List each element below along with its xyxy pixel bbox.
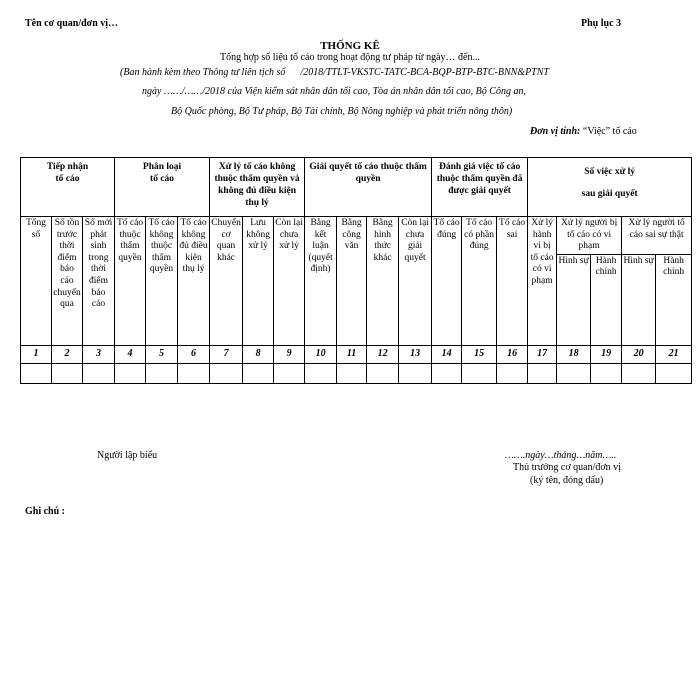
col-number: 17 xyxy=(528,345,557,363)
data-cell[interactable] xyxy=(367,363,399,383)
col-not-eligible: Tố cáo không đủ điều kiện thụ lý xyxy=(178,217,210,346)
data-cell[interactable] xyxy=(305,363,337,383)
issued-by-line-2: ngày ……/……/2018 của Viện kiểm sát nhân dân tối cao, Tòa án nhân dân tối cao, Bộ Công an, xyxy=(142,86,526,97)
group-classify: Phân loại tố cáo xyxy=(115,158,210,217)
table-row xyxy=(21,363,692,383)
group-resolve-in-scope: Giải quyết tố cáo thuộc thẩm quyền xyxy=(305,158,432,217)
col-criminal-1: Hình sự xyxy=(557,254,591,345)
col-number: 9 xyxy=(274,345,305,363)
col-total: Tổng số xyxy=(21,217,52,346)
group-post-resolution: Số việc xử lý sau giải quyết xyxy=(528,158,692,217)
col-by-other-form: Bằng hình thức khác xyxy=(367,217,399,346)
col-administrative-1: Hành chính xyxy=(591,254,622,345)
data-cell[interactable] xyxy=(557,363,591,383)
statistics-table xyxy=(20,157,692,384)
col-number: 21 xyxy=(656,345,692,363)
data-cell[interactable] xyxy=(146,363,178,383)
col-number: 14 xyxy=(432,345,462,363)
col-by-conclusion: Bằng kết luận (quyết định) xyxy=(305,217,337,346)
unit-label: Đơn vị tính: xyxy=(530,126,581,137)
data-cell[interactable] xyxy=(243,363,274,383)
col-handle-violation-act: Xử lý hành vi bị tố cáo có vi phạm xyxy=(528,217,557,346)
page-subtitle: Tổng hợp số liệu tố cáo trong hoạt động tư pháp từ ngày… đến... xyxy=(220,52,480,63)
data-cell[interactable] xyxy=(399,363,432,383)
col-carried-over: Số tồn trước thời điểm báo cáo chuyển qua xyxy=(52,217,83,346)
col-number: 15 xyxy=(462,345,497,363)
data-cell[interactable] xyxy=(528,363,557,383)
group-receive: Tiếp nhận tố cáo xyxy=(21,158,115,217)
col-not-in-scope: Tố cáo không thuộc thẩm quyền xyxy=(146,217,178,346)
appendix-label: Phụ lục 3 xyxy=(581,18,622,29)
unit-of-measure xyxy=(530,125,637,139)
col-filed-no-action: Lưu không xử lý xyxy=(243,217,274,346)
col-pending-handling: Còn lại chưa xử lý xyxy=(274,217,305,346)
col-number: 13 xyxy=(399,345,432,363)
col-handle-violator: Xử lý người bị tố cáo có vi phạm xyxy=(557,217,622,255)
col-number: 10 xyxy=(305,345,337,363)
data-cell[interactable] xyxy=(21,363,52,383)
col-number: 1 xyxy=(21,345,52,363)
col-number: 11 xyxy=(337,345,367,363)
col-new-arising: Số mới phát sinh trong thời điểm báo cáo xyxy=(83,217,115,346)
col-number: 12 xyxy=(367,345,399,363)
col-number: 20 xyxy=(622,345,656,363)
group-handle-out-of-scope: Xử lý tố cáo không thuộc thẩm quyền và không đủ điều kiện thụ lý xyxy=(210,158,305,217)
col-number: 16 xyxy=(497,345,528,363)
col-number: 2 xyxy=(52,345,83,363)
col-number: 19 xyxy=(591,345,622,363)
data-cell[interactable] xyxy=(83,363,115,383)
group-assess-resolved: Đánh giá việc tố cáo thuộc thẩm quyền đã được giải quyết xyxy=(432,158,528,217)
col-handle-false-accuser: Xử lý người tố cáo sai sự thật xyxy=(622,217,692,255)
col-criminal-2: Hình sự xyxy=(622,254,656,345)
data-cell[interactable] xyxy=(622,363,656,383)
data-cell[interactable] xyxy=(115,363,146,383)
col-number: 4 xyxy=(115,345,146,363)
col-in-scope: Tố cáo thuộc thẩm quyền xyxy=(115,217,146,346)
col-administrative-2: Hành chính xyxy=(656,254,692,345)
note-label: Ghi chú : xyxy=(25,506,66,517)
col-number: 3 xyxy=(83,345,115,363)
col-denounce-false: Tố cáo sai xyxy=(497,217,528,346)
data-cell[interactable] xyxy=(432,363,462,383)
col-partly-correct: Tố cáo có phần đúng xyxy=(462,217,497,346)
data-cell[interactable] xyxy=(52,363,83,383)
col-transfer-other: Chuyển cơ quan khác xyxy=(210,217,243,346)
data-cell[interactable] xyxy=(337,363,367,383)
preparer-label: Người lập biểu xyxy=(97,450,158,461)
data-cell[interactable] xyxy=(178,363,210,383)
column-number-row xyxy=(21,345,692,363)
col-number: 5 xyxy=(146,345,178,363)
data-cell[interactable] xyxy=(210,363,243,383)
issued-by-line-1: (Ban hành kèm theo Thông tư liên tịch số /2018/TTLT-VKSTC-TATC-BCA-BQP-BTP-BTC-BNN&PTNT xyxy=(120,67,549,78)
data-cell[interactable] xyxy=(591,363,622,383)
data-cell[interactable] xyxy=(462,363,497,383)
agency-name: Tên cơ quan/đơn vị… xyxy=(25,18,119,29)
col-number: 7 xyxy=(210,345,243,363)
col-number: 8 xyxy=(243,345,274,363)
col-number: 6 xyxy=(178,345,210,363)
sign-date: …….ngày…tháng…năm….. xyxy=(505,450,617,461)
data-cell[interactable] xyxy=(497,363,528,383)
unit-value: “Việc” tố cáo xyxy=(580,126,637,137)
col-by-official-letter: Bằng công văn xyxy=(337,217,367,346)
page-title: THỐNG KÊ xyxy=(320,40,380,52)
col-pending-resolution: Còn lại chưa giải quyết xyxy=(399,217,432,346)
data-cell[interactable] xyxy=(656,363,692,383)
head-of-agency-label: Thủ trưởng cơ quan/đơn vị xyxy=(513,462,621,473)
sign-seal-note: (ký tên, đóng dấu) xyxy=(530,475,604,486)
col-number: 18 xyxy=(557,345,591,363)
col-denounce-correct: Tố cáo đúng xyxy=(432,217,462,346)
data-cell[interactable] xyxy=(274,363,305,383)
issued-by-line-3: Bộ Quốc phòng, Bộ Tư pháp, Bộ Tài chính, Bộ Nông nghiệp và phát triển nông thôn) xyxy=(171,106,513,117)
